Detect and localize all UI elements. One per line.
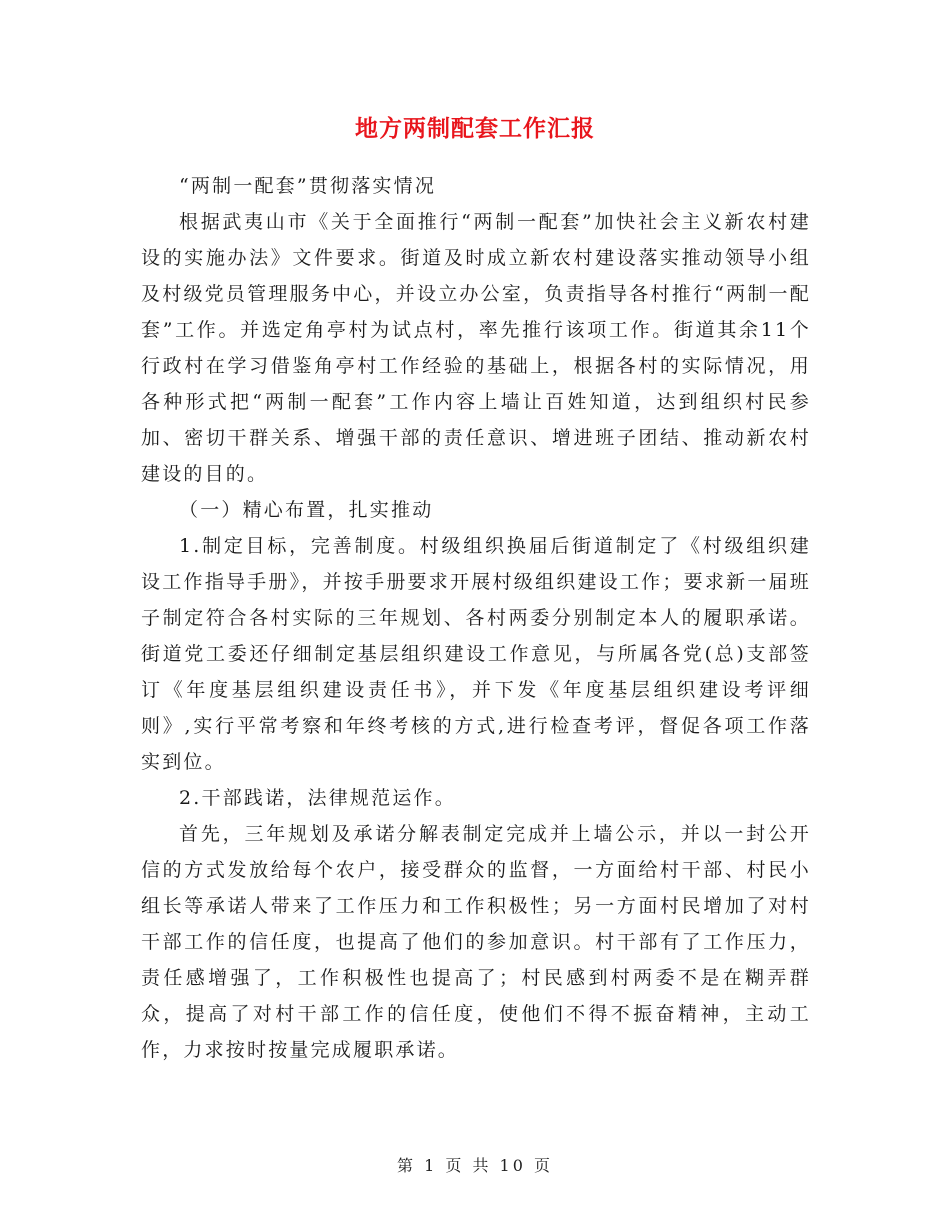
- document-body: [141, 168, 811, 1068]
- paragraph: 根据武夷山市《关于全面推行“两制一配套”加快社会主义新农村建设的实施办法》文件要求。街道及时成立新农村建设落实推动领导小组及村级党员管理服务中心，并设立办公室，负责指导各村推行“两制一配套”工作。并选定角亭村为试点村，率先推行该项工作。街道其余11个行政村在学习借鉴角亭村工作经验的基础上，根据各村的实际情况，用各种形式把“两制一配套”工作内容上墙让百姓知道，达到组织村民参加、密切干群关系、增强干部的责任意识、增进班子团结、推动新农村建设的目的。: [141, 211, 811, 485]
- page-footer: 第 1 页 共 10 页: [397, 1156, 553, 1175]
- section-heading: “两制一配套”贯彻落实情况: [179, 175, 437, 197]
- paragraph: 首先，三年规划及承诺分解表制定完成并上墙公示，并以一封公开信的方式发放给每个农户，接受群众的监督，一方面给村干部、村民小组长等承诺人带来了工作压力和工作积极性；另一方面村民增加了对村干部工作的信任度，也提高了他们的参加意识。村干部有了工作压力，责任感增强了，工作积极性也提高了；村民感到村两委不是在糊弄群众，提高了对村干部工作的信任度，使他们不得不振奋精神，主动工作，力求按时按量完成履职承诺。: [141, 823, 811, 1061]
- paragraph: 1.制定目标，完善制度。村级组织换届后街道制定了《村级组织建设工作指导手册》，并按手册要求开展村级组织建设工作；要求新一届班子制定符合各村实际的三年规划、各村两委分别制定本人的履职承诺。街道党工委还仔细制定基层组织建设工作意见，与所属各党(总)支部签订《年度基层组织建设责任书》，并下发《年度基层组织建设考评细则》,实行平常考察和年终考核的方式,进行检查考评，督促各项工作落实到位。: [141, 535, 811, 773]
- subsection-heading: （一）精心布置，扎实推动: [179, 499, 434, 521]
- subsection-heading: 2.干部践诺，法律规范运作。: [179, 787, 456, 809]
- document-title: 地方两制配套工作汇报: [355, 115, 595, 142]
